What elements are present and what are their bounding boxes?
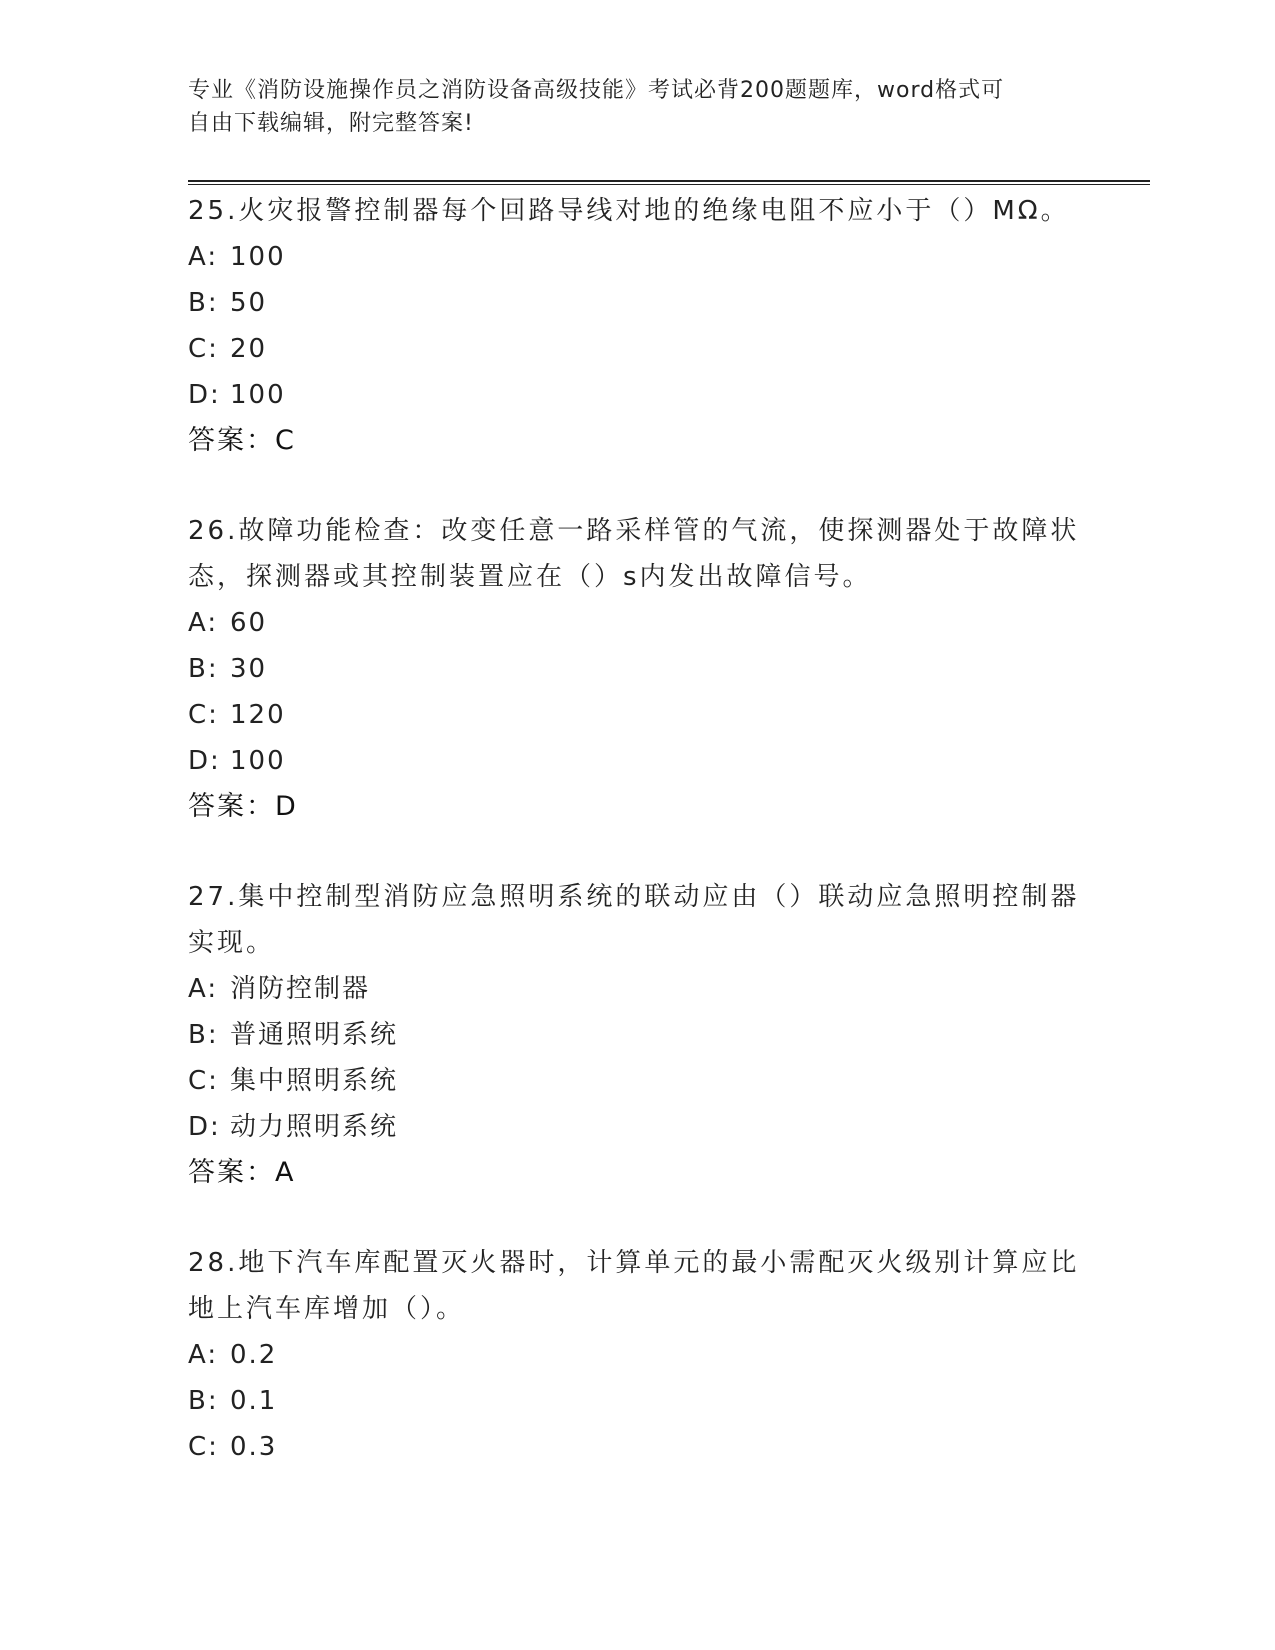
option-d [188, 372, 1088, 418]
question-stem-line-2: 态，探测器或其控制装置应在（）s内发出故障信号。 [188, 562, 872, 592]
question-28 [188, 1240, 1088, 1470]
header-divider-thin [188, 184, 1150, 185]
option-text: 0.1 [230, 1386, 278, 1416]
option-text: 动力照明系统 [230, 1112, 399, 1142]
option-key: D: [188, 746, 221, 776]
header-line-2: 自由下载编辑，附完整答案! [188, 111, 474, 136]
document-header [188, 74, 1068, 140]
option-c [188, 692, 1088, 738]
option-key: C: [188, 1432, 219, 1462]
option-b [188, 1012, 1088, 1058]
question-25 [188, 188, 1088, 464]
option-text: 20 [230, 334, 268, 364]
question-stem: 25.火灾报警控制器每个回路导线对地的绝缘电阻不应小于（）MΩ。 [188, 196, 1070, 226]
option-d [188, 738, 1088, 784]
option-text: 100 [230, 242, 286, 272]
answer-line: 答案：D [188, 791, 298, 822]
option-a [188, 234, 1088, 280]
header-divider-thick [188, 180, 1150, 182]
option-a [188, 600, 1088, 646]
option-c [188, 1058, 1088, 1104]
option-key: D: [188, 1112, 221, 1142]
option-text: 30 [230, 654, 268, 684]
answer-line: 答案：A [188, 1157, 296, 1188]
question-stem-line-1: 27.集中控制型消防应急照明系统的联动应由（）联动应急照明控制器 [188, 882, 1080, 912]
option-a [188, 966, 1088, 1012]
question-list [188, 188, 1088, 1514]
option-c [188, 326, 1088, 372]
question-27 [188, 874, 1088, 1196]
option-key: B: [188, 288, 219, 318]
option-key: A: [188, 1340, 219, 1370]
option-key: C: [188, 700, 219, 730]
option-key: A: [188, 242, 219, 272]
option-key: B: [188, 1020, 219, 1050]
option-b [188, 280, 1088, 326]
option-key: C: [188, 1066, 219, 1096]
question-stem-line-1: 26.故障功能检查：改变任意一路采样管的气流，使探测器处于故障状 [188, 516, 1080, 546]
option-a [188, 1332, 1088, 1378]
option-b [188, 646, 1088, 692]
question-stem-line-1: 28.地下汽车库配置灭火器时，计算单元的最小需配灭火级别计算应比 [188, 1248, 1080, 1278]
header-line-1: 专业《消防设施操作员之消防设备高级技能》考试必背200题题库，word格式可 [188, 78, 1005, 103]
option-text: 普通照明系统 [230, 1020, 399, 1050]
option-c [188, 1424, 1088, 1470]
option-text: 消防控制器 [230, 974, 371, 1004]
question-26 [188, 508, 1088, 830]
option-text: 集中照明系统 [230, 1066, 399, 1096]
option-key: D: [188, 380, 221, 410]
option-text: 60 [230, 608, 268, 638]
option-text: 120 [230, 700, 286, 730]
option-key: A: [188, 608, 219, 638]
option-text: 50 [230, 288, 268, 318]
option-d [188, 1104, 1088, 1150]
option-key: A: [188, 974, 219, 1004]
answer-line: 答案：C [188, 425, 296, 456]
option-text: 100 [230, 380, 286, 410]
option-text: 0.2 [230, 1340, 278, 1370]
option-text: 0.3 [230, 1432, 278, 1462]
option-key: B: [188, 1386, 219, 1416]
option-text: 100 [230, 746, 286, 776]
option-key: C: [188, 334, 219, 364]
option-key: B: [188, 654, 219, 684]
question-stem-line-2: 实现。 [188, 928, 276, 958]
option-b [188, 1378, 1088, 1424]
question-stem-line-2: 地上汽车库增加（）。 [188, 1294, 466, 1324]
